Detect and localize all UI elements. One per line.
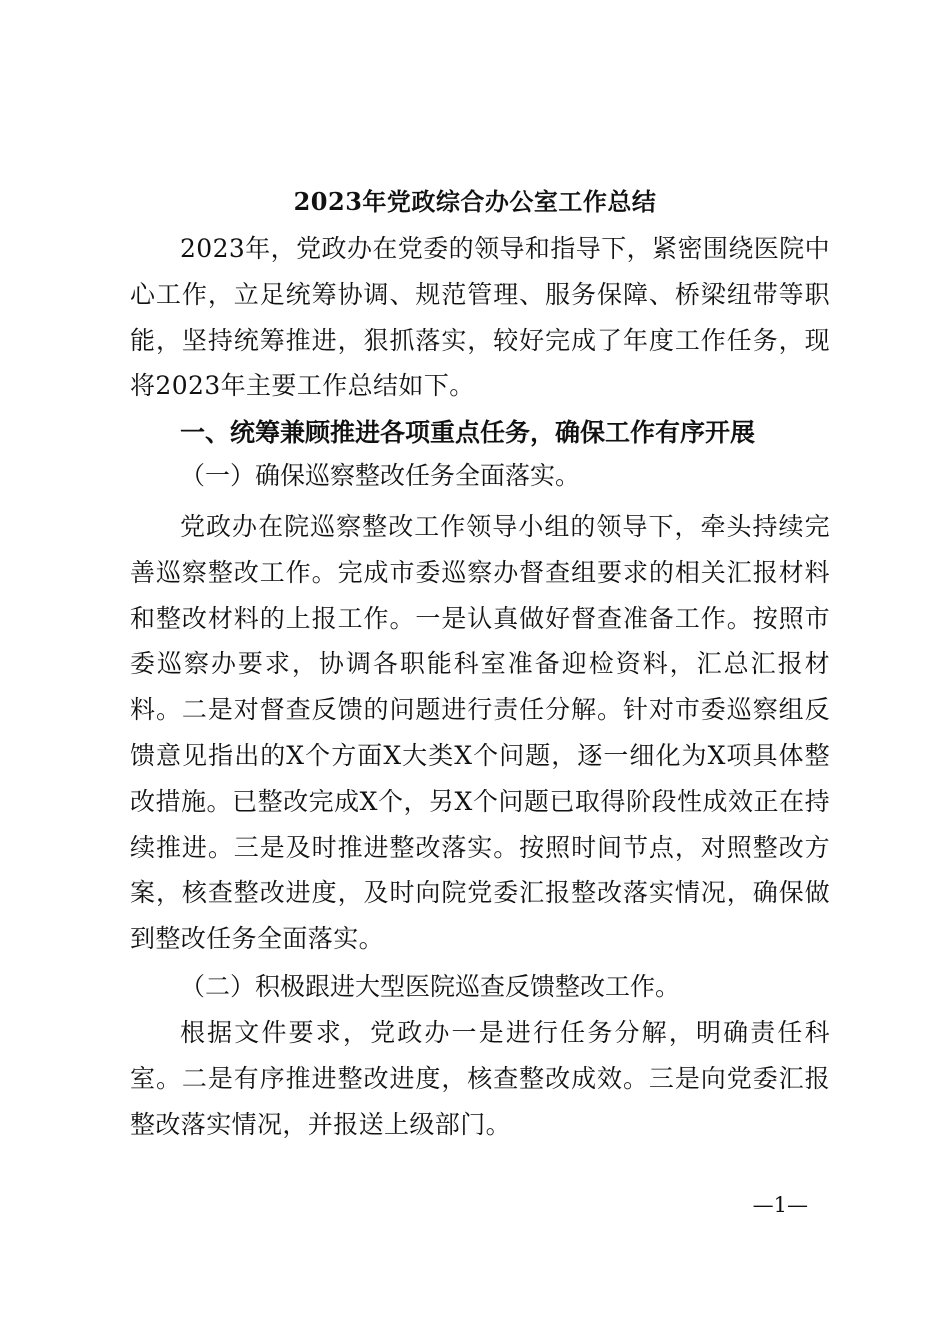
subsection-1-heading: （一）确保巡察整改任务全面落实。 xyxy=(180,461,581,490)
subsection-2-body: 根据文件要求，党政办一是进行任务分解，明确责任科室。二是有序推进整改进度，核查整改成效。三是向党委汇报整改落实情况，并报送上级部门。 xyxy=(130,1018,830,1139)
subsection-1-body: 党政办在院巡察整改工作领导小组的领导下，牵头持续完善巡察整改工作。完成市委巡察办督查组要求的相关汇报材料和整改材料的上报工作。一是认真做好督查准备工作。按照市委巡察办要求，协调各职能科室准备迎检资料，汇总汇报材料。二是对督查反馈的问题进行责任分解。针对市委巡察组反馈意见指出的X个方面X大类X个问题，逐一细化为X项具体整改措施。已整改完成X个，另X个问题已取得阶段性成效正在持续推进。三是及时推进整改落实。按照时间节点，对照整改方案，核查整改进度，及时向院党委汇报整改落实情况，确保做到整改任务全面落实。 xyxy=(130,512,830,954)
document-title: 2023年党政综合办公室工作总结 xyxy=(293,187,657,216)
page-number: —1— xyxy=(752,1193,808,1217)
intro-paragraph: 2023年，党政办在党委的领导和指导下，紧密围绕医院中心工作，立足统筹协调、规范管理、服务保障、桥梁纽带等职能，坚持统筹推进，狠抓落实，较好完成了年度工作任务，现将2023年主要工作总结如下。 xyxy=(130,234,830,401)
section-1-heading: 一、统筹兼顾推进各项重点任务，确保工作有序开展 xyxy=(180,418,756,447)
subsection-2-heading: （二）积极跟进大型医院巡查反馈整改工作。 xyxy=(180,972,681,1001)
